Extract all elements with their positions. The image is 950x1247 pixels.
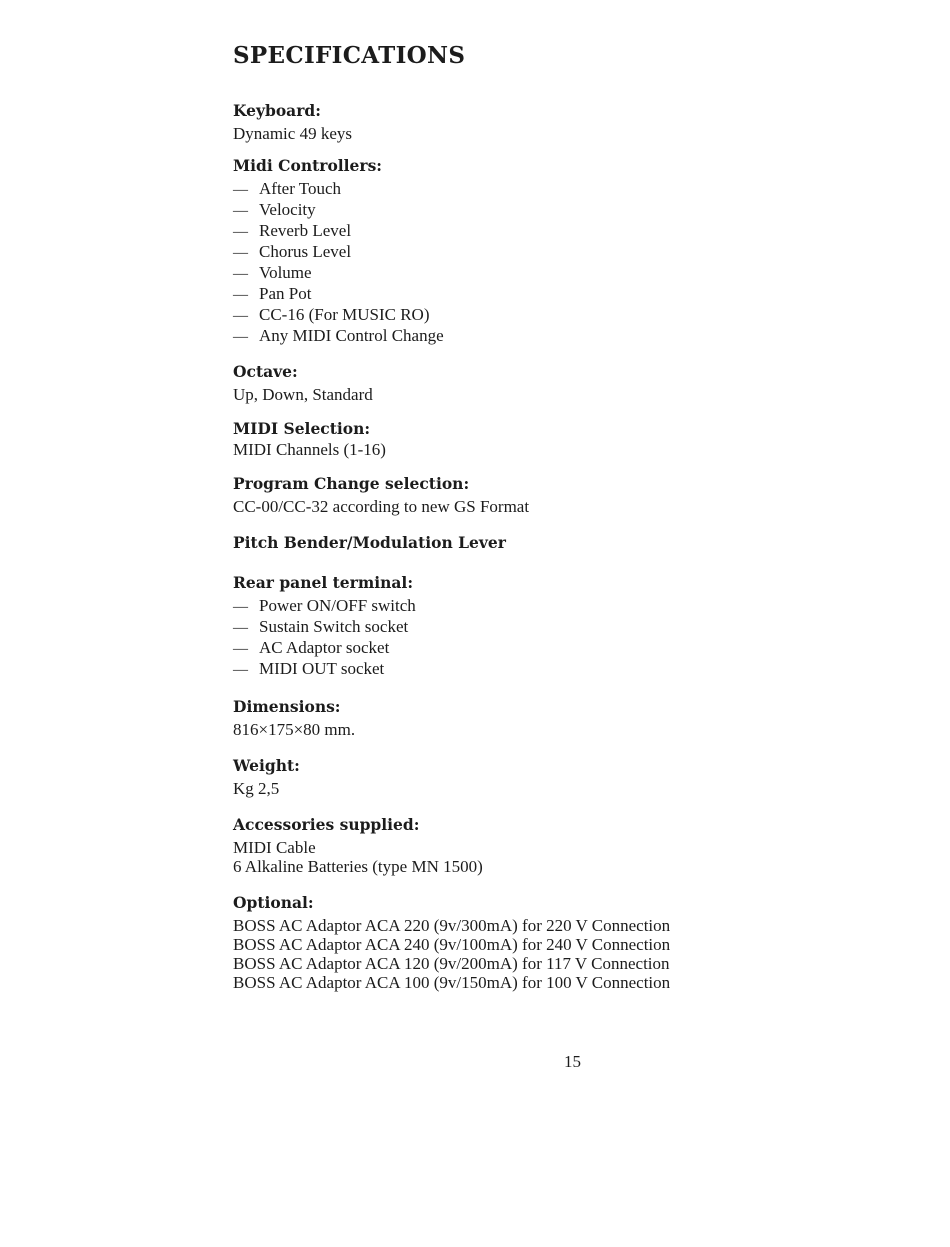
section-dimensions bbox=[233, 696, 793, 739]
page-number: 15 bbox=[564, 1052, 581, 1071]
specifications-page bbox=[233, 40, 793, 992]
section-pitch-bender bbox=[233, 532, 793, 554]
section-heading: Weight: bbox=[233, 756, 300, 775]
list-item: — Power ON/OFF switch bbox=[233, 596, 793, 617]
section-text: BOSS AC Adaptor ACA 220 (9v/300mA) for 220 V Connection bbox=[233, 916, 671, 935]
section-text: BOSS AC Adaptor ACA 120 (9v/200mA) for 117 V Connection bbox=[233, 954, 670, 973]
section-octave bbox=[233, 361, 793, 404]
section-heading: Pitch Bender/Modulation Lever bbox=[233, 533, 506, 552]
section-optional bbox=[233, 892, 793, 992]
section-heading: Octave: bbox=[233, 362, 298, 381]
section-heading: Keyboard: bbox=[233, 101, 321, 120]
section-text: CC-00/CC-32 according to new GS Format bbox=[233, 497, 530, 516]
list-item: — Reverb Level bbox=[233, 221, 793, 242]
section-heading: Midi Controllers: bbox=[233, 156, 383, 175]
section-text: BOSS AC Adaptor ACA 100 (9v/150mA) for 100 V Connection bbox=[233, 973, 671, 992]
section-keyboard bbox=[233, 100, 793, 143]
section-text: MIDI Cable bbox=[233, 838, 316, 857]
section-text: Dynamic 49 keys bbox=[233, 124, 352, 143]
section-midi-selection bbox=[233, 418, 793, 459]
list-item: — Chorus Level bbox=[233, 242, 793, 263]
section-heading: MIDI Selection: bbox=[233, 419, 371, 438]
list-item: — Sustain Switch socket bbox=[233, 617, 793, 638]
section-program-change bbox=[233, 473, 793, 516]
section-heading: Optional: bbox=[233, 893, 314, 912]
section-text: Up, Down, Standard bbox=[233, 385, 373, 404]
section-text: MIDI Channels (1-16) bbox=[233, 440, 386, 459]
controller-list bbox=[233, 179, 793, 347]
section-heading: Dimensions: bbox=[233, 697, 341, 716]
section-text: 816×175×80 mm. bbox=[233, 720, 356, 739]
section-heading: Program Change selection: bbox=[233, 474, 470, 493]
list-item: — Volume bbox=[233, 263, 793, 284]
list-item: — Pan Pot bbox=[233, 284, 793, 305]
section-text: BOSS AC Adaptor ACA 240 (9v/100mA) for 240 V Connection bbox=[233, 935, 671, 954]
list-item: — AC Adaptor socket bbox=[233, 638, 793, 659]
list-item: — After Touch bbox=[233, 179, 793, 200]
section-rear-panel bbox=[233, 572, 793, 680]
section-text: 6 Alkaline Batteries (type MN 1500) bbox=[233, 857, 483, 876]
terminal-list bbox=[233, 596, 793, 680]
section-weight bbox=[233, 755, 793, 798]
list-item: — MIDI OUT socket bbox=[233, 659, 793, 680]
section-accessories bbox=[233, 814, 793, 876]
section-midi-controllers bbox=[233, 155, 793, 347]
section-heading: Accessories supplied: bbox=[233, 815, 420, 834]
list-item: — Velocity bbox=[233, 200, 793, 221]
page-title: SPECIFICATIONS bbox=[233, 42, 466, 69]
list-item: — Any MIDI Control Change bbox=[233, 326, 793, 347]
section-heading: Rear panel terminal: bbox=[233, 573, 414, 592]
list-item: — CC-16 (For MUSIC RO) bbox=[233, 305, 793, 326]
section-text: Kg 2,5 bbox=[233, 779, 280, 798]
